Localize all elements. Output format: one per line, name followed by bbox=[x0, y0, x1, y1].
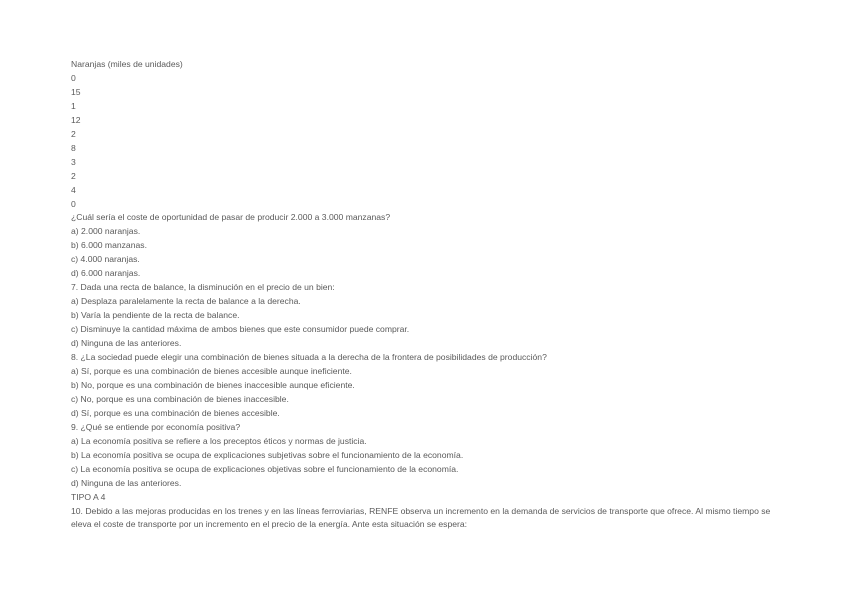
table-value: 1 bbox=[71, 100, 76, 111]
table-value: 0 bbox=[71, 72, 76, 83]
answer-option: b) La economía positiva se ocupa de explicaciones subjetivas sobre el funcionamiento de la economía. bbox=[71, 449, 464, 460]
table-value: 2 bbox=[71, 170, 76, 181]
answer-option: d) 6.000 naranjas. bbox=[71, 268, 141, 279]
answer-option: b) No, porque es una combinación de bienes inaccesible aunque eficiente. bbox=[71, 379, 355, 390]
table-value: 0 bbox=[71, 198, 76, 209]
answer-option: a) La economía positiva se refiere a los preceptos éticos y normas de justicia. bbox=[71, 435, 367, 446]
answer-option: c) Disminuye la cantidad máxima de ambos bienes que este consumidor puede comprar. bbox=[71, 324, 410, 335]
table-value: 4 bbox=[71, 184, 76, 195]
answer-option: b) Varía la pendiente de la recta de balance. bbox=[71, 310, 240, 321]
answer-option: a) Sí, porque es una combinación de bienes accesible aunque ineficiente. bbox=[71, 365, 352, 376]
table-header: Naranjas (miles de unidades) bbox=[71, 59, 183, 69]
answer-option: c) 4.000 naranjas. bbox=[71, 254, 140, 265]
question-text: 8. ¿La sociedad puede elegir una combinación de bienes situada a la derecha de la frontera de posibilidades de producción? bbox=[71, 352, 547, 363]
answer-option: d) Ninguna de las anteriores. bbox=[71, 338, 182, 349]
answer-option: d) Ninguna de las anteriores. bbox=[71, 477, 182, 488]
table-value: 15 bbox=[71, 86, 81, 97]
question-text: 9. ¿Qué se entiende por economía positiva? bbox=[71, 421, 241, 432]
table-value: 12 bbox=[71, 114, 81, 125]
question-text: 10. Debido a las mejoras producidas en los trenes y en las líneas ferroviarias, RENFE observa un incremento en la demanda de servicios de transporte que ofrece. Al mismo tiempo se eleva el coste de transporte por un incremento en el precio de la energía. Ante esta situación se espera: bbox=[71, 505, 771, 530]
table-value: 2 bbox=[71, 128, 76, 139]
answer-option: d) Sí, porque es una combinación de bienes accesible. bbox=[71, 407, 280, 418]
answer-option: c) La economía positiva se ocupa de explicaciones objetivas sobre el funcionamiento de la economía. bbox=[71, 463, 459, 474]
document-body bbox=[71, 58, 771, 532]
answer-option: a) Desplaza paralelamente la recta de balance a la derecha. bbox=[71, 296, 301, 307]
question-text: ¿Cuál sería el coste de oportunidad de pasar de producir 2.000 a 3.000 manzanas? bbox=[71, 212, 391, 223]
table-value: 8 bbox=[71, 142, 76, 153]
table-value: 3 bbox=[71, 156, 76, 167]
answer-option: a) 2.000 naranjas. bbox=[71, 226, 141, 237]
question-text: 7. Dada una recta de balance, la disminución en el precio de un bien: bbox=[71, 282, 335, 293]
answer-option: c) No, porque es una combinación de bienes inaccesible. bbox=[71, 393, 289, 404]
section-label: TIPO A 4 bbox=[71, 491, 106, 502]
answer-option: b) 6.000 manzanas. bbox=[71, 240, 147, 251]
